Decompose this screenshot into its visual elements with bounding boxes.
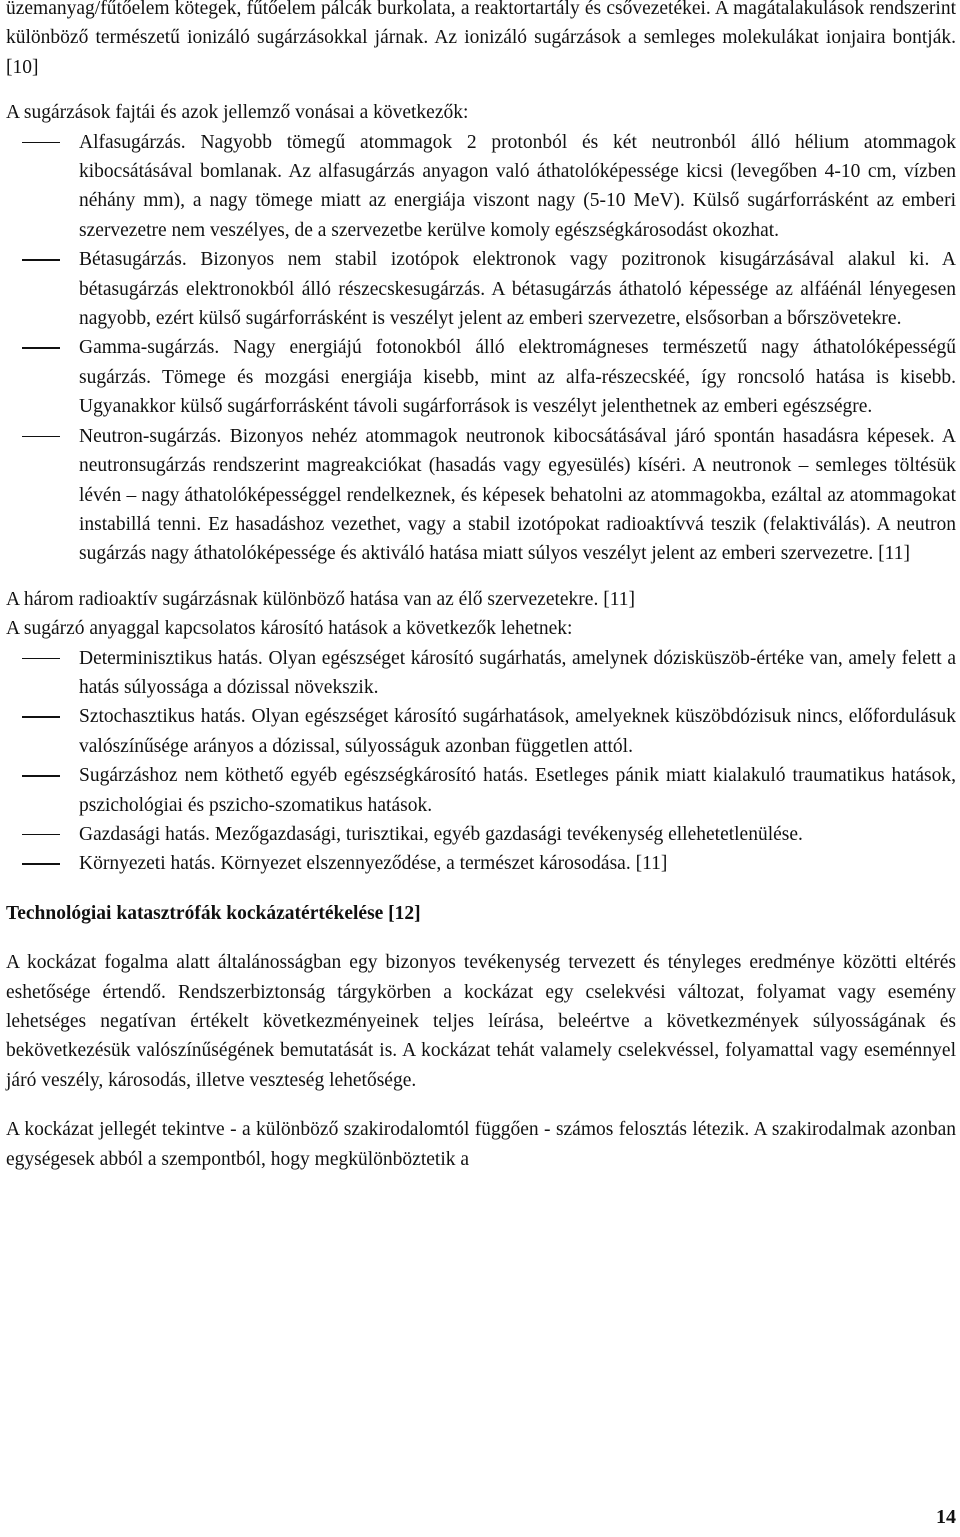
section-paragraph: A kockázat fogalma alatt általánosságban egy bizonyos tevékenység tervezett és tényleges eredménye közötti eltérés eshetősége értendő. Rendszerbiztonság tárgykörben a kockázat egy cselekvési változat, folyamat vagy esemény lehetséges negatívan értékelt következményeinek teljes leírása, beleértve a következmények súlyosságának és bekövetkezésük valószínűségének bemutatását is. A kockázat tehát valamely cselekvéssel, folyamattal vagy eseménnyel járó veszély, károsodás, illetve veszteség lehetősége. bbox=[6, 952, 956, 1091]
list-item-text: Alfasugárzás. Nagyobb tömegű atommagok 2 protonból és két neutronból álló hélium atommagok kibocsátásával bomlanak. Az alfasugárzás anyagon való áthatolóképessége kicsi (levegőben 4-10 cm, vízben néhány mm), a nagy tömege miatt az energiája viszont nagy (5-10 MeV). Külső sugárforrásként az emberi szervezetre nem veszélyes, de a szervezetbe kerülve komoly egészségkárosodást okozhat. bbox=[79, 131, 956, 241]
section-heading: Technológiai katasztrófák kockázatértékelése [12] bbox=[6, 902, 421, 924]
dash-bullet bbox=[22, 834, 60, 836]
list-item-text: Sztochasztikus hatás. Olyan egészséget károsító sugárhatások, amelyeknek küszöbdózisuk nincs, előfordulásuk valószínűsége arányos a dózissal, súlyosságuk azonban független attól. bbox=[79, 706, 956, 757]
radiation-types-list bbox=[6, 128, 956, 569]
dash-bullet bbox=[22, 775, 60, 777]
list-item-text: Neutron-sugárzás. Bizonyos nehéz atommagok neutronok kibocsátásával járó spontán hasadásra képesek. A neutronsugárzás rendszerint magreakciókat (hasadás vagy egyesülés) kíséri. A neutronok – semleges töltésük lévén – nagy áthatolóképességgel rendelkeznek, és képesek behatolni az atommagokba, ezáltal az atommagokat instabillá tenni. Ez hasadáshoz vezethet, vagy a stabil izotópokat radioaktívvá teszik (felaktiválás). A neutron sugárzás nagy áthatolóképessége és aktiváló hatása miatt súlyos veszélyt jelent az emberi szervezetre. [11] bbox=[79, 425, 956, 565]
list-item bbox=[6, 820, 956, 849]
dash-bullet bbox=[22, 142, 60, 144]
dash-bullet bbox=[22, 658, 60, 660]
list-item bbox=[6, 644, 956, 703]
list-item bbox=[6, 702, 956, 761]
document-page bbox=[6, 0, 956, 1174]
dash-bullet bbox=[22, 259, 60, 261]
dash-bullet bbox=[22, 347, 60, 349]
list-item bbox=[6, 333, 956, 421]
page-number: 14 bbox=[936, 1505, 956, 1528]
radiation-types-lead: A sugárzások fajtái és azok jellemző vonásai a következők: bbox=[6, 102, 469, 124]
list-item-text: Gamma-sugárzás. Nagy energiájú fotonokból álló elektromágneses természetű nagy áthatolóképességű sugárzás. Tömege és mozgási energiája kisebb, mint az alfa-részecskéé, így roncsoló hatása is kisebb. Ugyanakkor külső sugárforrásként távoli sugárforrások is veszélyt jelenthetnek az emberi egészségre. bbox=[79, 337, 956, 418]
effects-lead: A sugárzó anyaggal kapcsolatos károsító hatások a következők lehetnek: bbox=[6, 618, 573, 640]
effects-list bbox=[6, 644, 956, 879]
list-item bbox=[6, 245, 956, 333]
list-item-text: Gazdasági hatás. Mezőgazdasági, turisztikai, egyéb gazdasági tevékenység ellehetetlenülése. bbox=[79, 823, 803, 845]
spacer bbox=[6, 1095, 956, 1115]
spacer bbox=[6, 569, 956, 585]
dash-bullet bbox=[22, 716, 60, 718]
dash-bullet bbox=[22, 436, 60, 438]
list-item-text: Determinisztikus hatás. Olyan egészséget károsító sugárhatás, amelynek dózisküszöb-értéke van, amely felett a hatás súlyossága a dózissal növekszik. bbox=[79, 647, 956, 698]
effects-paragraph: A három radioaktív sugárzásnak különböző hatása van az élő szervezetekre. [11] bbox=[6, 588, 635, 610]
list-item-text: Sugárzáshoz nem köthető egyéb egészségkárosító hatás. Esetleges pánik miatt kialakuló traumatikus hatások, pszichológiai és pszicho-szomatikus hatások. bbox=[79, 765, 956, 816]
list-item bbox=[6, 761, 956, 820]
list-item-text: Bétasugárzás. Bizonyos nem stabil izotópok elektronok vagy pozitronok kisugárzásával alakul ki. A bétasugárzás elektronokból álló részecskesugárzás. A bétasugárzás áthatoló képessége az alfáénál lényegesen nagyobb, ezért külső sugárforrásként is veszélyt jelent az emberi szervezetre, elsősorban a bőrszövetekre. bbox=[79, 249, 956, 330]
spacer bbox=[6, 82, 956, 98]
spacer bbox=[6, 928, 956, 948]
list-item bbox=[6, 849, 956, 878]
list-item bbox=[6, 128, 956, 246]
list-item-text: Környezeti hatás. Környezet elszennyeződése, a természet károsodása. [11] bbox=[79, 853, 668, 875]
dash-bullet bbox=[22, 863, 60, 865]
list-item bbox=[6, 422, 956, 569]
intro-paragraph: üzemanyag/fűtőelem kötegek, fűtőelem pálcák burkolata, a reaktortartály és csővezetékei. A magátalakulások rendszerint különböző természetű ionizáló sugárzásokkal járnak. Az ionizáló sugárzások a semleges molekulákat ionjaira bontják. [10] bbox=[6, 0, 956, 78]
spacer bbox=[6, 879, 956, 899]
section-paragraph: A kockázat jellegét tekintve - a különböző szakirodalomtól függően - számos felosztás létezik. A szakirodalmak azonban egységesek abból a szempontból, hogy megkülönböztetik a bbox=[6, 1119, 956, 1170]
